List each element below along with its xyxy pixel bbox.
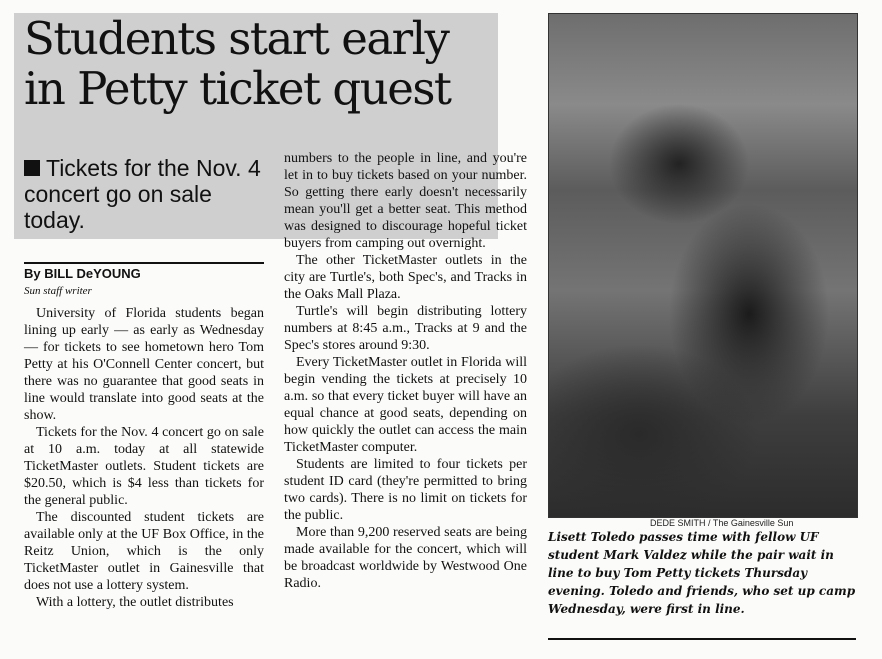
- paragraph: With a lottery, the outlet distributes: [36, 595, 234, 610]
- headline: Students start early in Petty ticket quest: [24, 12, 451, 115]
- square-bullet-icon: [24, 160, 40, 176]
- paragraph: The discounted student tickets are available only at the UF Box Office, in the Reitz Union, which is the only TicketMaster outlet in Gainesville that does not use a lottery system.: [24, 510, 264, 593]
- photo-caption: Lisett Toledo passes time with fellow UF student Mark Valdez while the pair wait in line to buy Tom Petty tickets Thursday evening. Toledo and friends, who set up camp Wednesday, were first in line.: [548, 530, 856, 616]
- deck: [24, 155, 264, 233]
- paragraph: Tickets for the Nov. 4 concert go on sale at 10 a.m. today at all statewide TicketMaster outlets. Student tickets are $20.50, which is $4 less than tickets for the general public.: [24, 425, 264, 508]
- paragraph: University of Florida students began lining up early — as early as Wednesday — for tickets to see hometown hero Tom Petty at his O'Connell Center concert, but there was no guarantee that good seats in line would translate into good seats at the show.: [24, 306, 264, 423]
- deck-text: Tickets for the Nov. 4 concert go on sale today.: [24, 155, 261, 233]
- byline-rule: [24, 262, 264, 264]
- article-column-2: [284, 150, 527, 592]
- byline-title: Sun staff writer: [24, 285, 92, 297]
- byline: By BILL DeYOUNG: [24, 266, 141, 281]
- paragraph: The other TicketMaster outlets in the city are Turtle's, both Spec's, and Tracks in the Oaks Mall Plaza.: [284, 253, 527, 302]
- photo-credit: DEDE SMITH / The Gainesville Sun: [650, 518, 794, 528]
- paragraph: Every TicketMaster outlet in Florida will begin vending the tickets at precisely 10 a.m. so that every ticket buyer will have an equal chance at good seats, depending on how quickly the outlet can access the main TicketMaster computer.: [284, 355, 527, 455]
- article-column-1: [24, 305, 264, 611]
- paragraph: numbers to the people in line, and you're let in to buy tickets based on your number. So getting there early doesn't necessarily mean you'll get a better seat. This method was designed to discourage hopeful ticket buyers from camping out overnight.: [284, 151, 527, 251]
- paragraph: More than 9,200 reserved seats are being made available for the concert, which will be broadcast worldwide by Westwood One Radio.: [284, 525, 527, 591]
- paragraph: Students are limited to four tickets per student ID card (they're permitted to bring two cards). There is no limit on tickets for the public.: [284, 457, 527, 523]
- news-photo: [548, 13, 858, 518]
- caption-rule: [548, 638, 856, 640]
- paragraph: Turtle's will begin distributing lottery numbers at 8:45 a.m., Tracks at 9 and the Spec's stores around 9:30.: [284, 304, 527, 353]
